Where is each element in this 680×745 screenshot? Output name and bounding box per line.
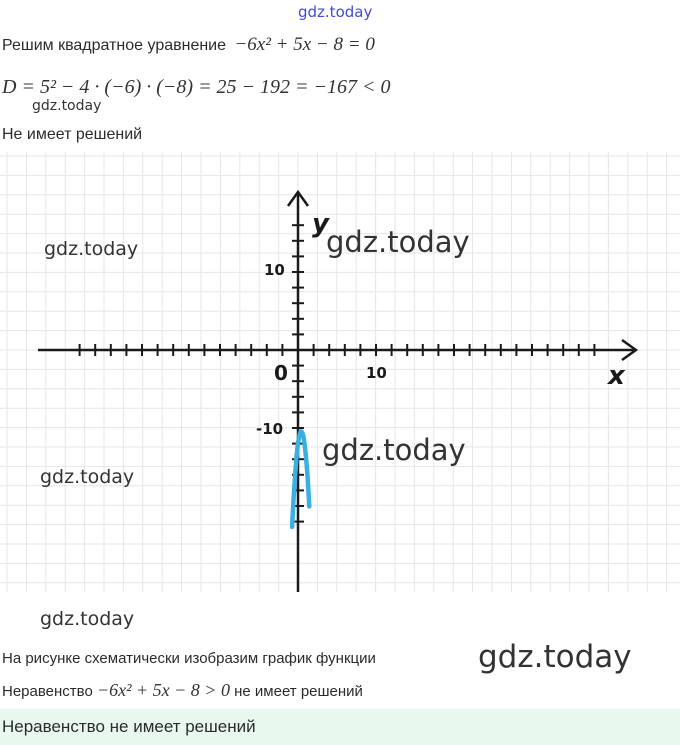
- y-axis: [288, 192, 308, 592]
- watermark-below-graph: gdz.today: [40, 608, 135, 630]
- y-axis-label: y: [312, 209, 329, 239]
- watermark-big: gdz.today: [478, 639, 632, 675]
- problem-line: [2, 34, 375, 56]
- discriminant-line: D = 5² − 4 · (−6) · (−8) = 25 − 192 = −167 < 0: [2, 76, 391, 98]
- inequality-line: [2, 680, 363, 701]
- problem-text: Решим квадратное уравнение: [2, 37, 227, 54]
- function-graph: [0, 152, 680, 592]
- x-tick-label-10: 10: [366, 364, 387, 382]
- answer-text: Неравенство не имеет решений: [2, 717, 256, 736]
- watermark-graph-3: gdz.today: [44, 238, 139, 260]
- watermark-under-d: gdz.today: [32, 98, 102, 114]
- inequality-expression: −6x² + 5x − 8 > 0: [96, 680, 230, 700]
- sketch-text: На рисунке схематически изобразим график функции: [2, 650, 376, 667]
- y-tick-label-10: 10: [264, 261, 285, 279]
- watermark-top: gdz.today: [298, 3, 373, 21]
- answer-box: [0, 709, 680, 745]
- watermark-graph-4: gdz.today: [40, 466, 135, 488]
- grid: [0, 152, 680, 592]
- x-axis-label: x: [608, 361, 625, 391]
- inequality-prefix: Неравенство: [2, 683, 93, 700]
- inequality-suffix: не имеет решений: [234, 683, 363, 700]
- watermark-graph-2: gdz.today: [322, 433, 466, 467]
- no-solutions-text: Не имеет решений: [2, 126, 143, 143]
- equation: −6x² + 5x − 8 = 0: [234, 34, 375, 55]
- y-tick-label-neg10: -10: [256, 420, 284, 438]
- watermark-graph-1: gdz.today: [326, 225, 470, 259]
- parabola-curve: [292, 431, 309, 527]
- origin-label: 0: [274, 361, 288, 385]
